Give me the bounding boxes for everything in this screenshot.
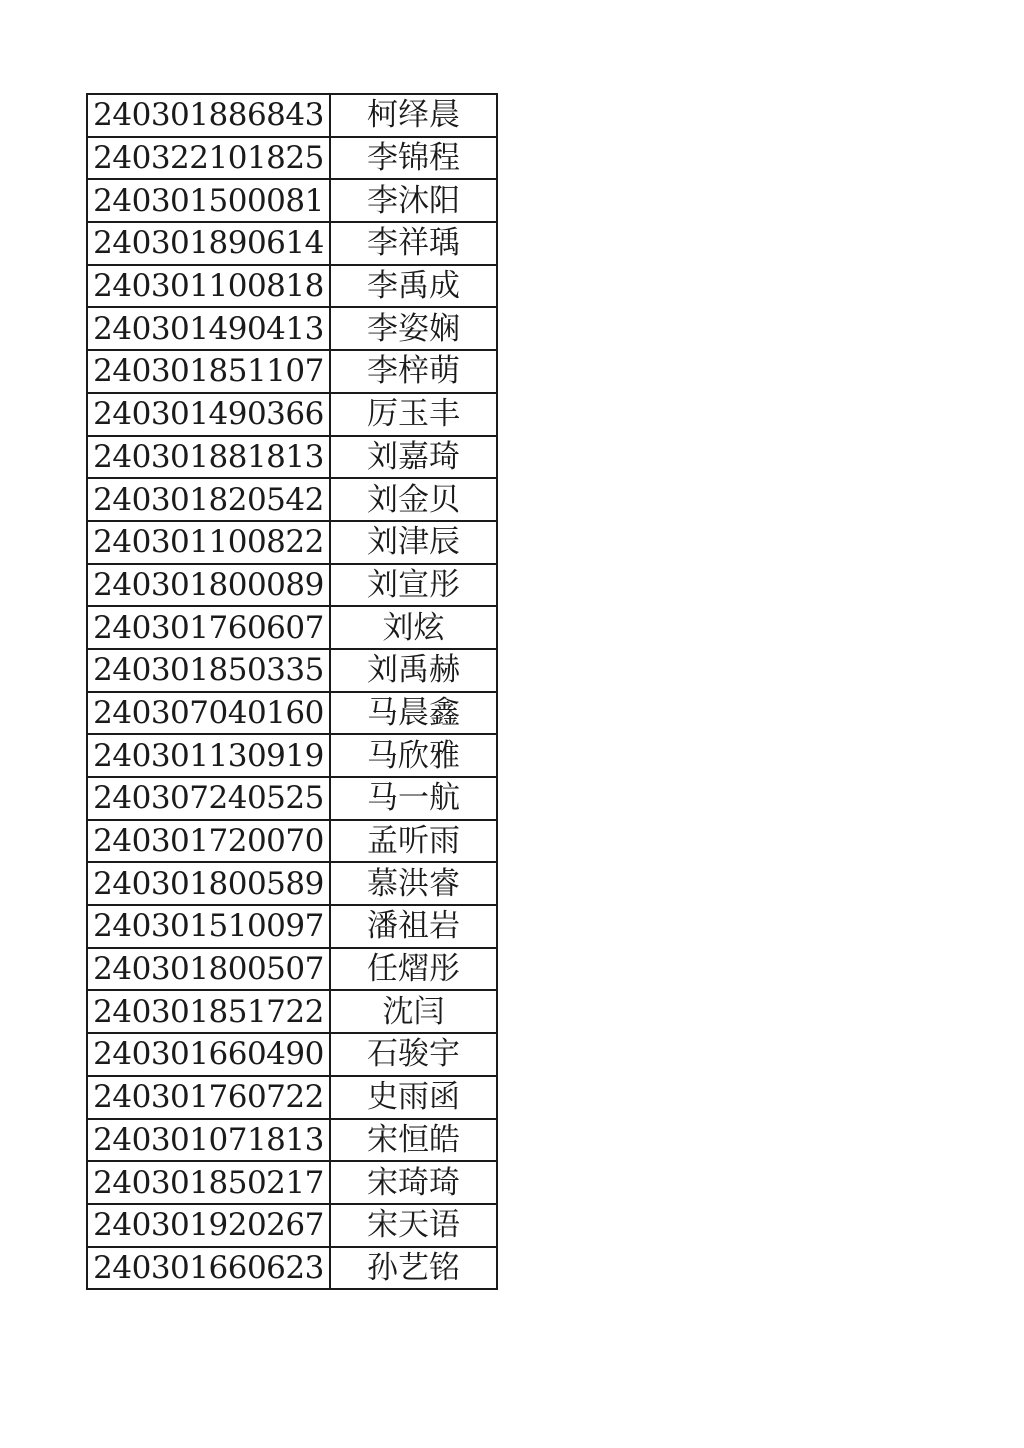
- student-name-cell: 任熠彤: [330, 948, 497, 991]
- student-name-cell: 石骏宇: [330, 1033, 497, 1076]
- student-id-cell: 240301760722: [87, 1076, 330, 1119]
- student-name-cell: 刘津辰: [330, 521, 497, 564]
- table-row: [87, 179, 497, 222]
- table-row: [87, 478, 497, 521]
- student-id-cell: 240307040160: [87, 692, 330, 735]
- student-id-cell: 240301490413: [87, 307, 330, 350]
- table-row: [87, 393, 497, 436]
- student-id-cell: 240301490366: [87, 393, 330, 436]
- student-name-cell: 李梓萌: [330, 350, 497, 393]
- student-name-cell: 孙艺铭: [330, 1247, 497, 1290]
- student-id-cell: 240301820542: [87, 478, 330, 521]
- student-id-cell: 240301500081: [87, 179, 330, 222]
- student-id-cell: 240322101825: [87, 137, 330, 180]
- table-row: [87, 1076, 497, 1119]
- student-name-cell: 宋恒皓: [330, 1119, 497, 1162]
- student-id-cell: 240301800089: [87, 564, 330, 607]
- table-row: [87, 436, 497, 479]
- student-id-cell: 240307240525: [87, 777, 330, 820]
- student-id-cell: 240301100822: [87, 521, 330, 564]
- table-row: [87, 948, 497, 991]
- student-id-cell: 240301850335: [87, 649, 330, 692]
- student-id-cell: 240301890614: [87, 222, 330, 265]
- student-name-cell: 柯绎晨: [330, 94, 497, 137]
- table-row: [87, 564, 497, 607]
- table-row: [87, 734, 497, 777]
- table-row: [87, 137, 497, 180]
- student-name-cell: 厉玉丰: [330, 393, 497, 436]
- table-row: [87, 692, 497, 735]
- table-row: [87, 862, 497, 905]
- student-name-cell: 刘金贝: [330, 478, 497, 521]
- table-row: [87, 94, 497, 137]
- table-row: [87, 350, 497, 393]
- student-id-cell: 240301660490: [87, 1033, 330, 1076]
- student-name-cell: 刘嘉琦: [330, 436, 497, 479]
- student-name-cell: 潘祖岩: [330, 905, 497, 948]
- table-row: [87, 820, 497, 863]
- student-id-cell: 240301851107: [87, 350, 330, 393]
- student-name-cell: 李祥瑀: [330, 222, 497, 265]
- table-row: [87, 649, 497, 692]
- student-name-cell: 李沐阳: [330, 179, 497, 222]
- table-row: [87, 307, 497, 350]
- student-name-cell: 马一航: [330, 777, 497, 820]
- student-name-cell: 马欣雅: [330, 734, 497, 777]
- table-row: [87, 1247, 497, 1290]
- student-name-cell: 李姿娴: [330, 307, 497, 350]
- student-name-cell: 宋天语: [330, 1204, 497, 1247]
- student-id-cell: 240301100818: [87, 265, 330, 308]
- roster-table: [86, 93, 498, 1290]
- student-id-cell: 240301920267: [87, 1204, 330, 1247]
- table-row: [87, 606, 497, 649]
- student-name-cell: 沈闫: [330, 990, 497, 1033]
- student-id-cell: 240301720070: [87, 820, 330, 863]
- student-id-cell: 240301130919: [87, 734, 330, 777]
- roster-body: [87, 94, 497, 1289]
- table-row: [87, 905, 497, 948]
- student-name-cell: 李禹成: [330, 265, 497, 308]
- table-row: [87, 1204, 497, 1247]
- student-id-cell: 240301760607: [87, 606, 330, 649]
- student-id-cell: 240301800507: [87, 948, 330, 991]
- student-name-cell: 史雨函: [330, 1076, 497, 1119]
- student-name-cell: 宋琦琦: [330, 1161, 497, 1204]
- table-row: [87, 1033, 497, 1076]
- student-id-cell: 240301851722: [87, 990, 330, 1033]
- student-name-cell: 孟听雨: [330, 820, 497, 863]
- student-id-cell: 240301800589: [87, 862, 330, 905]
- table-row: [87, 521, 497, 564]
- student-name-cell: 刘宣彤: [330, 564, 497, 607]
- table-row: [87, 990, 497, 1033]
- table-row: [87, 1119, 497, 1162]
- student-id-cell: 240301886843: [87, 94, 330, 137]
- table-row: [87, 265, 497, 308]
- table-row: [87, 222, 497, 265]
- student-id-cell: 240301071813: [87, 1119, 330, 1162]
- student-id-cell: 240301850217: [87, 1161, 330, 1204]
- student-name-cell: 慕洪睿: [330, 862, 497, 905]
- student-name-cell: 马晨鑫: [330, 692, 497, 735]
- student-id-cell: 240301510097: [87, 905, 330, 948]
- student-name-cell: 李锦程: [330, 137, 497, 180]
- table-row: [87, 1161, 497, 1204]
- student-id-cell: 240301660623: [87, 1247, 330, 1290]
- student-id-cell: 240301881813: [87, 436, 330, 479]
- student-name-cell: 刘炫: [330, 606, 497, 649]
- student-name-cell: 刘禹赫: [330, 649, 497, 692]
- table-row: [87, 777, 497, 820]
